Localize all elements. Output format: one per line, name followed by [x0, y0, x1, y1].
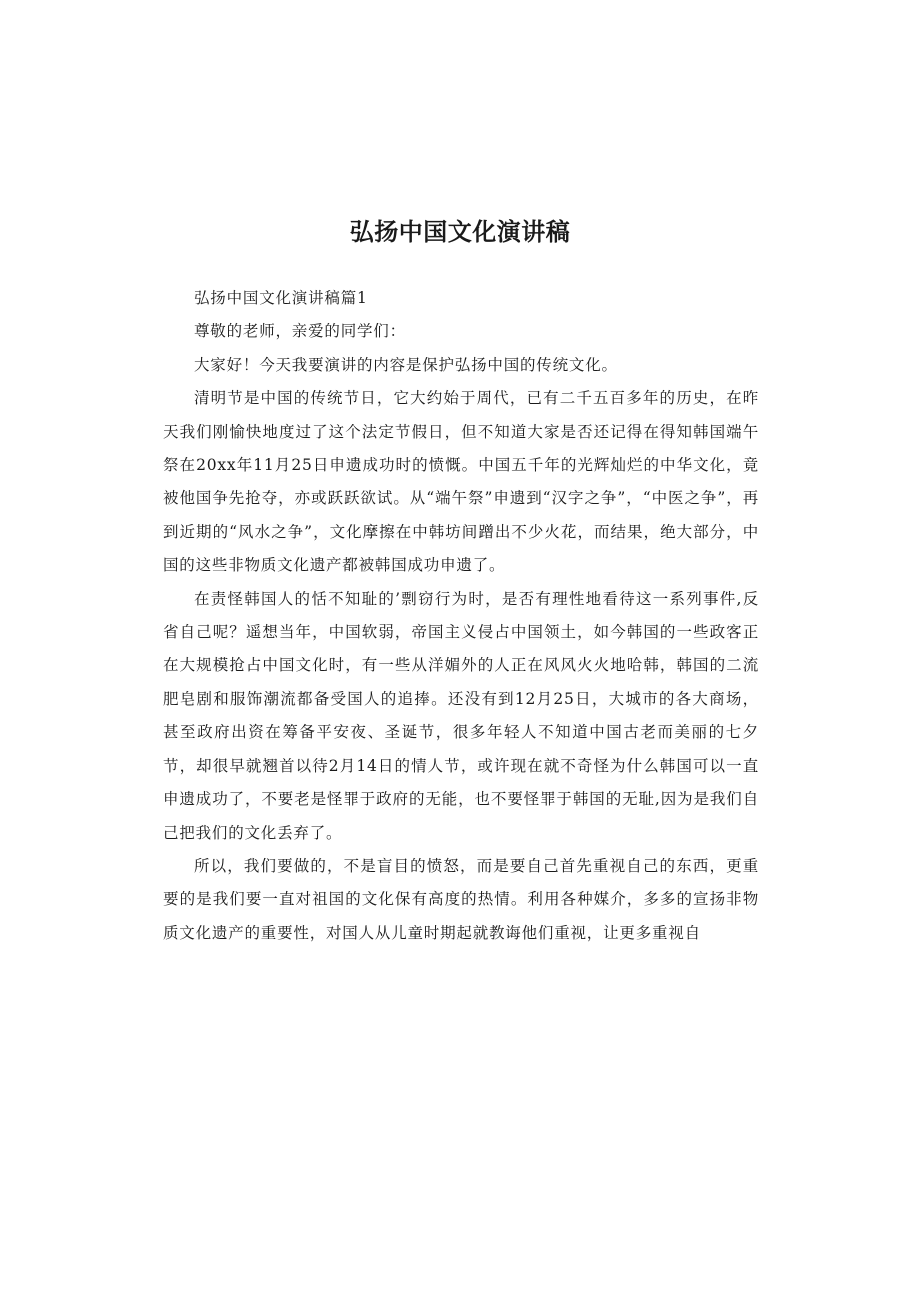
paragraph-body: 在责怪韩国人的恬不知耻的’剽窃行为时，是否有理性地看待这一系列事件,反省自己呢？遥想当年，中国软弱，帝国主义侵占中国领土，如今韩国的一些政客正在大规模抢占中国文化时，有一些从洋媚外的人正在风风火火地哈韩，韩国的二流肥皂剧和服饰潮流都备受国人的追捧。还没有到12月25日，大城市的各大商场，甚至政府出资在筹备平安夜、圣诞节，很多年轻人不知道中国古老而美丽的七夕节，却很早就翘首以待2月14日的情人节，或许现在就不奇怪为什么韩国可以一直申遗成功了，不要老是怪罪于政府的无能，也不要怪罪于韩国的无耻,因为是我们自己把我们的文化丢弃了。: [163, 589, 759, 842]
paragraph-subtitle: 弘扬中国文化演讲稿篇1: [194, 289, 368, 307]
document-title: 弘扬中国文化演讲稿: [349, 218, 571, 246]
paragraph-salutation: 尊敬的老师，亲爱的同学们：: [194, 322, 406, 341]
document-body: [163, 282, 759, 950]
paragraph-body: 所以，我们要做的，不是盲目的愤怒，而是要自己首先重视自己的东西，更重要的是我们要一直对祖国的文化保有高度的热情。利用各种媒介，多多的宣扬非物质文化遗产的重要性，对国人从儿童时期起就教诲他们重视，让更多重视自: [163, 856, 759, 942]
paragraph-greeting: 大家好！今天我要演讲的内容是保护弘扬中国的传统文化。: [194, 355, 618, 374]
paragraph-body: 清明节是中国的传统节日，它大约始于周代，已有二千五百多年的历史，在昨天我们刚愉快地度过了这个法定节假日，但不知道大家是否还记得在得知韩国端午祭在20xx年11月25日申遗成功时的愤慨。中国五千年的光辉灿烂的中华文化，竟被他国争先抢夺，亦或跃跃欲试。从“端午祭”申遗到“汉字之争”，“中医之争”，再到近期的“风水之争”，文化摩擦在中韩坊间蹭出不少火花，而结果，绝大部分，中国的这些非物质文化遗产都被韩国成功申遗了。: [163, 389, 759, 575]
